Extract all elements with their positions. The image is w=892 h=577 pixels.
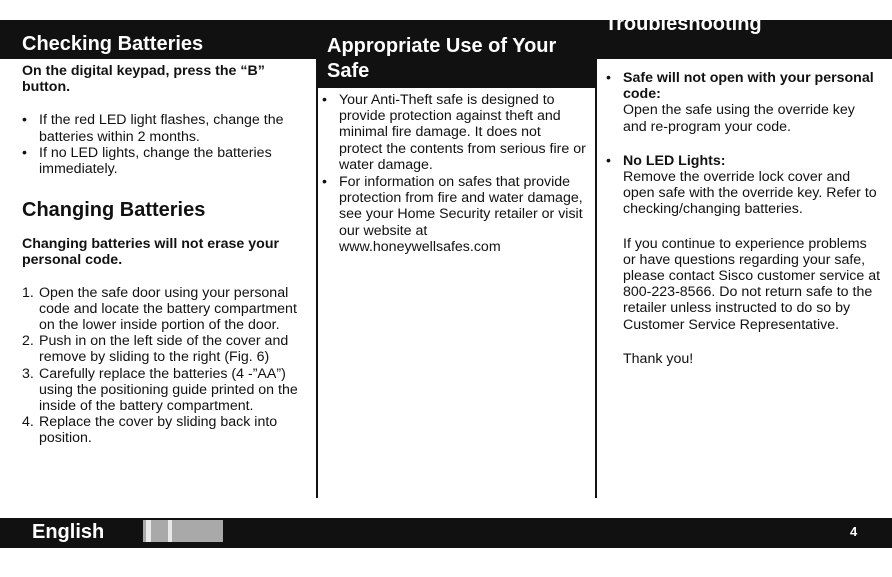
list-item-text: Your Anti-Theft safe is designed to provide protection against theft and minimal fire damage. It does not protect the contents from serious fire or water damage. [339, 92, 586, 173]
language-tab-marker [143, 520, 223, 542]
step-number: 2. [22, 333, 34, 350]
step-text: Carefully replace the batteries (4 -”AA”) using the positioning guide printed on the inside of the battery compartment. [39, 365, 298, 415]
bullet: • [322, 92, 327, 108]
step-number: 4. [22, 414, 34, 431]
trouble-text: Remove the override lock cover and open safe with the override key. Refer to checking/changing batteries. [623, 169, 877, 218]
step-number: 3. [22, 365, 34, 382]
thanks-text: Thank you! [623, 350, 694, 367]
list-item-text: If the red LED light flashes, change the batteries within 2 months. [39, 112, 284, 145]
column-appropriate-use [322, 92, 588, 255]
list-item-text: For information on safes that provide protection from fire and water damage, see your Home Security retailer or visit our website at www.honeywellsafes.com [339, 174, 583, 255]
list-item [22, 333, 314, 365]
changing-steps [22, 285, 314, 447]
step-text: Push in on the left side of the cover and remove by sliding to the right (Fig. 6) [39, 333, 289, 366]
checking-list [22, 112, 314, 177]
list-item [22, 112, 314, 144]
list-item [22, 285, 314, 334]
changing-note: Changing batteries will not erase your personal code. [22, 236, 280, 269]
troubleshooting-list [606, 70, 882, 218]
bullet: • [22, 112, 27, 129]
list-item [22, 414, 314, 446]
bullet: • [606, 152, 611, 169]
step-text: Open the safe door using your personal code and locate the battery compartment on the lower inside portion of the door. [39, 284, 297, 334]
tab-stripe [168, 520, 172, 542]
appropriate-list [322, 92, 588, 255]
language-label: English [32, 521, 105, 543]
checking-intro: On the digital keypad, press the “B” button. [22, 63, 265, 96]
checking-batteries-title: Checking Batteries [22, 33, 204, 55]
trouble-text: Open the safe using the override key and re-program your code. [623, 102, 855, 135]
tab-stripe [146, 520, 151, 542]
troubleshooting-title: Troubleshooting [605, 13, 762, 35]
column-divider-left [316, 59, 318, 498]
contact-text: If you continue to experience problems or have questions regarding your safe, please contact Sisco customer service at 800-223-8566. Do not return safe to the retailer unless instructed to do so by Customer Service Representative. [623, 235, 881, 333]
bullet: • [322, 174, 327, 191]
list-item [606, 153, 882, 218]
bullet: • [606, 70, 611, 86]
column-troubleshooting [606, 70, 882, 367]
changing-batteries-title: Changing Batteries [22, 199, 206, 222]
column-batteries [22, 63, 314, 447]
checking-batteries-header [0, 20, 317, 59]
list-item [606, 70, 882, 135]
list-item [322, 174, 588, 255]
list-item [22, 145, 314, 177]
appropriate-use-header [317, 20, 595, 88]
list-item [22, 366, 314, 415]
appropriate-use-title: Appropriate Use of Your Safe [327, 35, 557, 82]
page-number: 4 [850, 524, 858, 539]
step-text: Replace the cover by sliding back into position. [39, 414, 278, 447]
footer-bar [0, 518, 892, 548]
step-number: 1. [22, 284, 34, 301]
list-item [322, 92, 588, 173]
bullet: • [22, 144, 27, 161]
column-divider-right [595, 59, 597, 498]
list-item-text: If no LED lights, change the batteries immediately. [39, 144, 272, 178]
trouble-heading: Safe will not open with your personal code: [623, 70, 874, 103]
trouble-heading: No LED Lights: [623, 152, 726, 169]
